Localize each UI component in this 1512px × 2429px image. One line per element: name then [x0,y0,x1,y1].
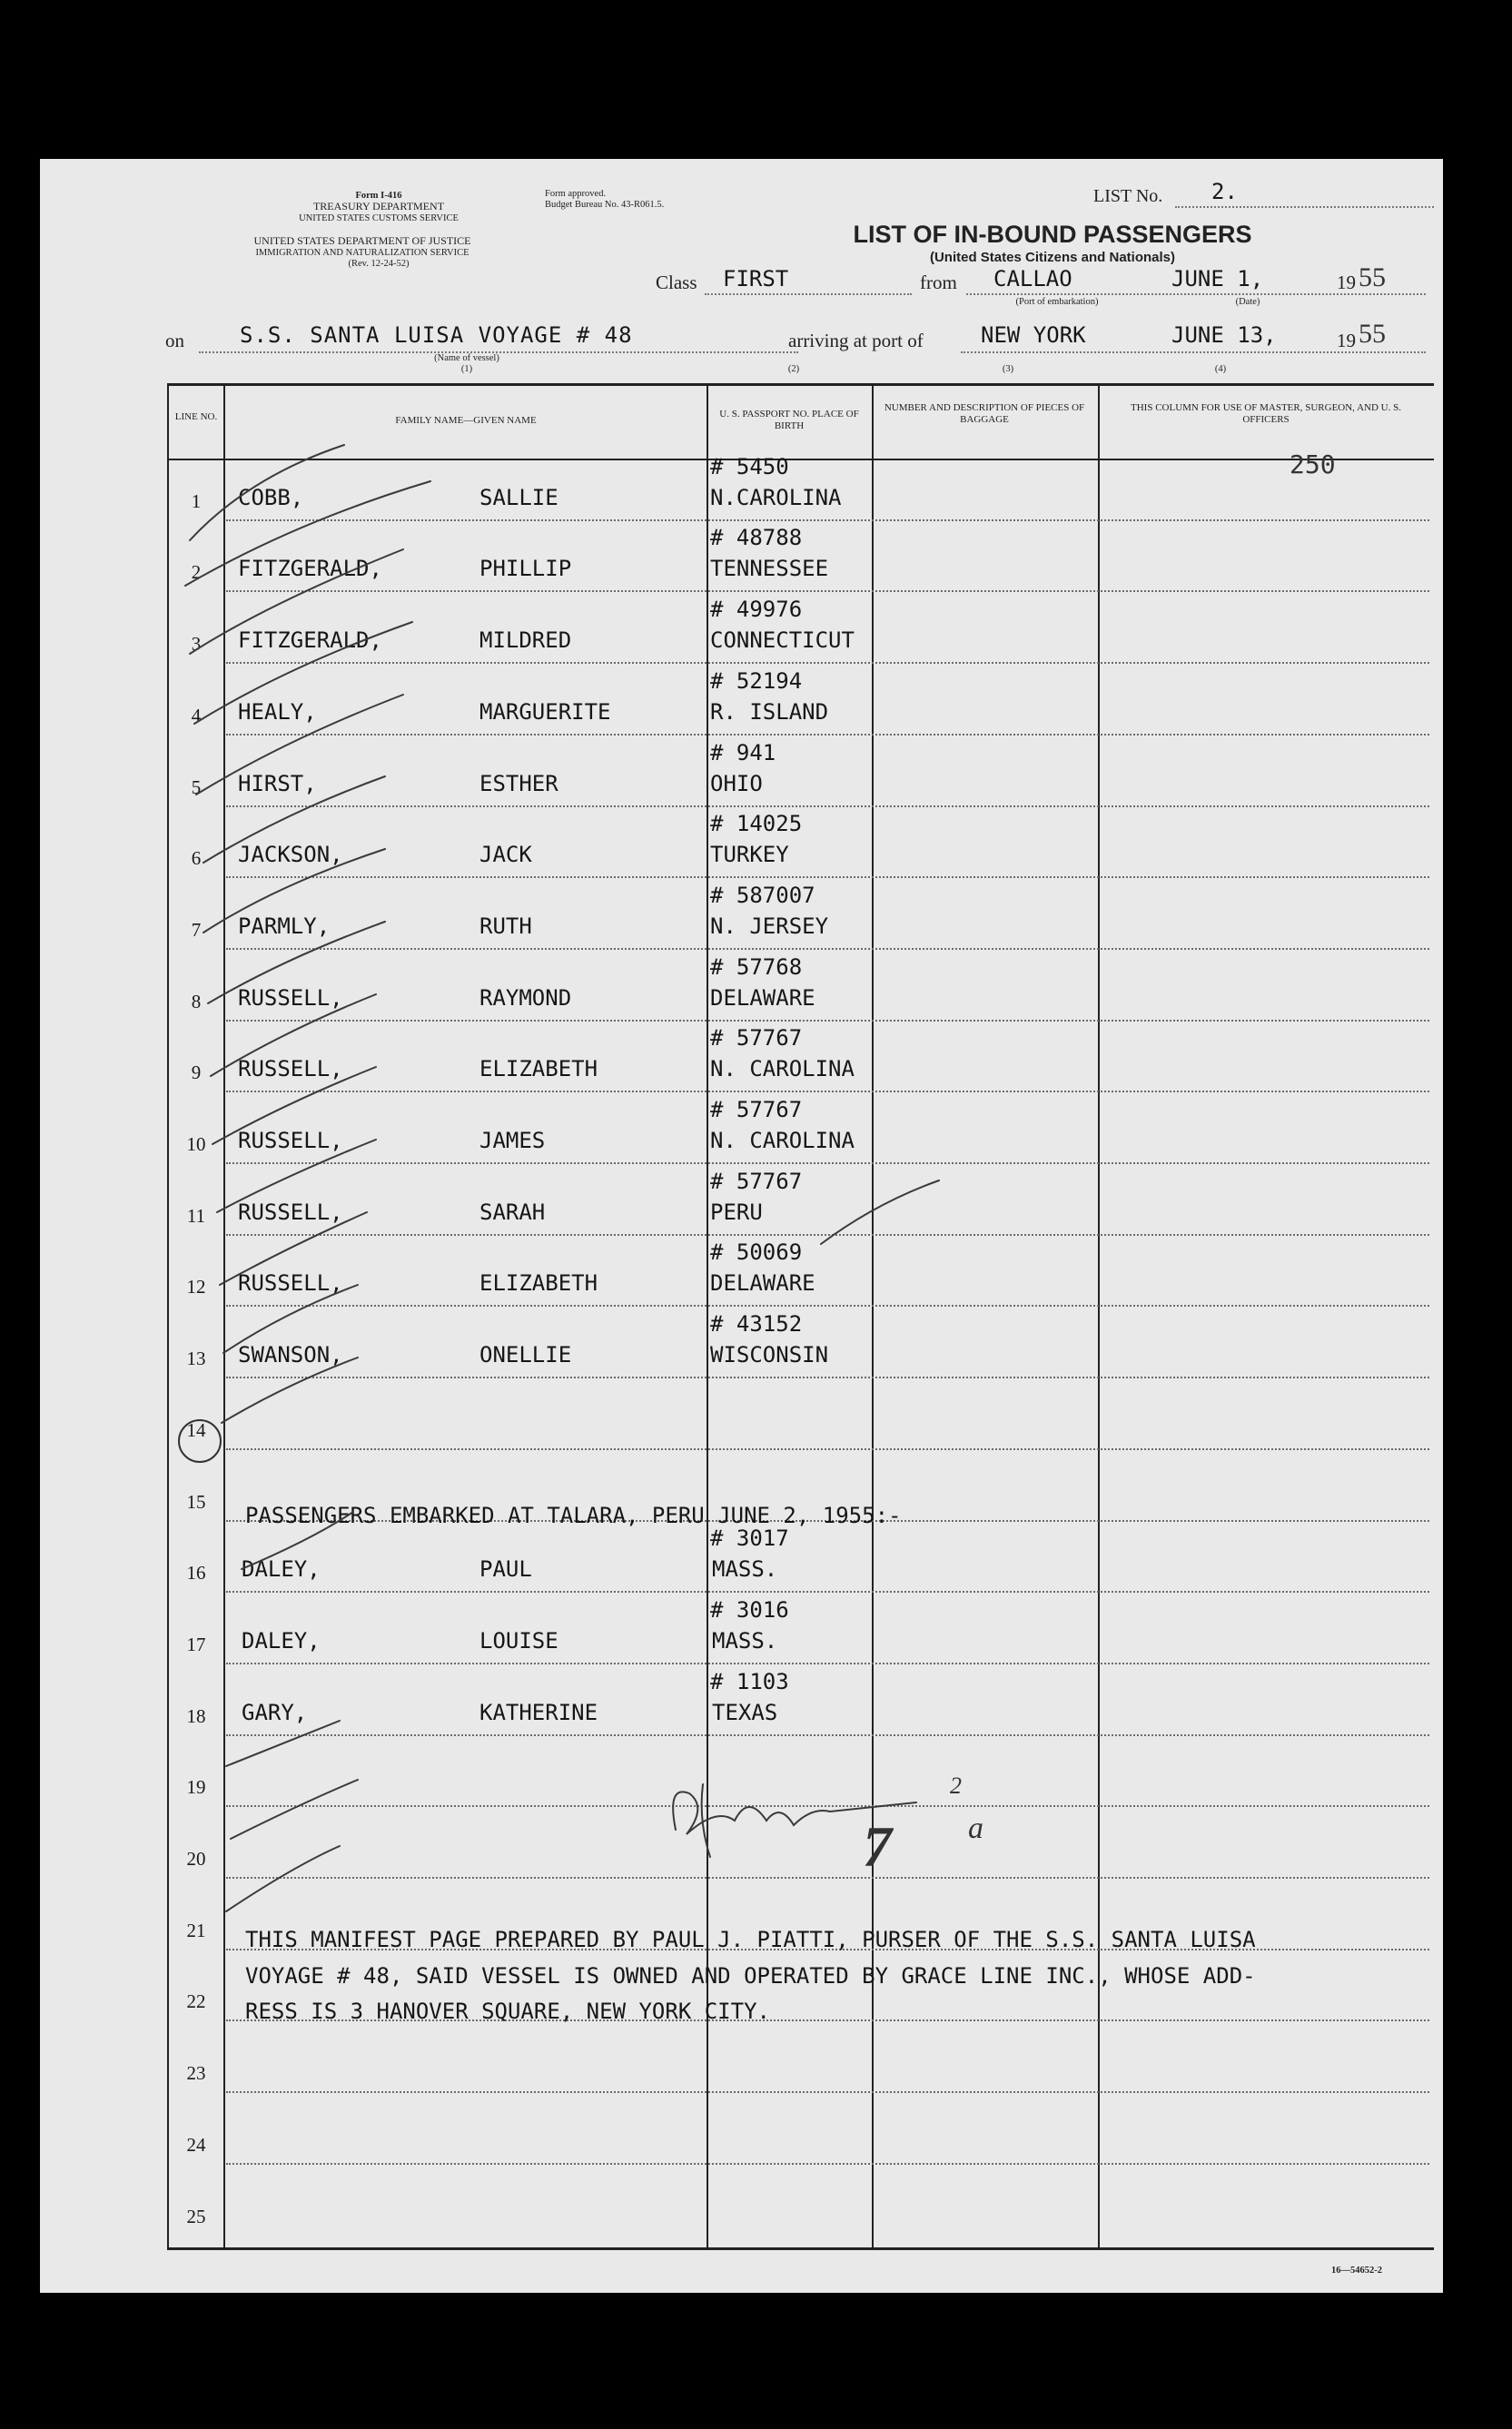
row-line [226,1305,1429,1307]
line-number: 6 [191,847,202,870]
passport-number: # 49976 [710,597,803,623]
embarkation-caption: (Port of embarkation) [1015,297,1099,307]
passport-number: # 43152 [710,1311,803,1338]
given-name: MARGUERITE [479,698,611,725]
col-header-line: LINE NO. [174,411,218,422]
line-number: 20 [186,1848,206,1870]
from-year-prefix: 19 [1337,272,1356,293]
list-label: LIST No. [1093,186,1163,206]
place-of-birth: TENNESSEE [710,556,829,582]
line-number: 25 [186,2205,206,2227]
passport-number: # 5450 [710,453,789,479]
revision-label: (Rev. 12-24-52) [348,259,410,269]
manifest-page [40,159,1443,2293]
date-caption: (Date) [1235,297,1260,307]
col2-caption: (2) [787,364,800,374]
family-name: PARMLY, [238,913,331,939]
given-name: ONELLIE [479,1342,572,1368]
line-14-circle [178,1419,222,1463]
line-number: 24 [186,2133,206,2156]
from-year: 55 [1359,262,1386,292]
arrival-dots [961,351,1426,353]
customs-label: UNITED STATES CUSTOMS SERVICE [299,213,459,223]
line-number: 4 [191,704,202,726]
justice-label: UNITED STATES DEPARTMENT OF JUSTICE [253,234,471,247]
family-name: FITZGERALD, [238,627,382,654]
given-name: RAYMOND [479,984,572,1011]
line-number: 16 [186,1562,206,1585]
given-name: MILDRED [479,627,572,654]
row-line [226,1377,1429,1378]
place-of-birth: PERU [710,1199,763,1225]
row-line [226,876,1429,878]
family-name: RUSSELL, [238,1199,343,1225]
row-line [226,948,1429,950]
row-line [226,734,1429,736]
row-line [226,1162,1429,1164]
place-of-birth: TURKEY [710,842,789,868]
check-mark [226,1846,340,1911]
col4-caption: (4) [1214,364,1227,374]
arrival-year-prefix: 19 [1337,330,1356,351]
given-name: PAUL [479,1556,532,1583]
family-name: HIRST, [238,770,317,796]
arrival-port: NEW YORK [981,322,1086,348]
given-name: JACK [479,842,532,868]
passport-number: # 3016 [710,1596,789,1623]
line-number: 15 [186,1490,206,1513]
row-line [226,662,1429,664]
line-number: 21 [186,1919,206,1941]
passport-number: # 50069 [710,1239,803,1266]
manifest-note-line-1: THIS MANIFEST PAGE PREPARED BY PAUL J. PIATTI, PURSER OF THE S.S. SANTA LUISA [245,1927,1256,1952]
list-number: 2. [1211,179,1238,204]
passport-number: # 587007 [710,882,815,908]
form-approved: Form approved. [545,189,607,199]
col-header-baggage: NUMBER AND DESCRIPTION OF PIECES OF BAGGAGE [884,402,1085,426]
passport-number: # 14025 [710,811,803,837]
passport-number: # 48788 [710,525,803,551]
place-of-birth: DELAWARE [710,1270,815,1297]
line-number: 23 [186,2062,206,2085]
line-number: 9 [191,1061,202,1084]
line-number: 1 [191,489,202,512]
line-number: 2 [191,561,202,584]
row-line [226,1591,1429,1593]
line-col-rule [223,383,225,2249]
table-bottom-rule [167,2247,1434,2250]
col1-caption: (1) [460,364,473,374]
table-top-rule [167,383,1434,386]
line-number: 3 [191,633,202,656]
line-number: 12 [186,1276,206,1298]
col3-caption: (3) [1002,364,1014,374]
line-number: 10 [186,1133,206,1155]
place-of-birth: R. ISLAND [710,698,829,725]
family-name: RUSSELL, [238,1128,343,1153]
place-of-birth: MASS. [712,1627,778,1654]
given-name: PHILLIP [479,556,572,582]
family-name: RUSSELL, [238,984,343,1011]
line-number: 19 [186,1776,206,1799]
place-of-birth: N. JERSEY [710,913,829,939]
row-line [226,519,1429,521]
line-number: 14 [186,1418,206,1441]
row-line [226,1020,1429,1022]
place-of-birth: MASS. [712,1556,778,1583]
given-name: KATHERINE [479,1699,598,1725]
family-name: DALEY, [242,1627,321,1654]
line-number: 5 [191,775,202,798]
line-number: 13 [186,1348,206,1370]
row-line [226,805,1429,807]
passport-number: # 57767 [710,1097,803,1122]
family-name: RUSSELL, [238,1056,343,1082]
family-name: GARY, [242,1699,308,1725]
manifest-subtitle: (United States Citizens and Nationals) [929,250,1176,265]
immigration-label: IMMIGRATION AND NATURALIZATION SERVICE [255,248,469,258]
passport-number: # 941 [710,739,776,765]
place-of-birth: OHIO [710,770,763,796]
place-of-birth: N.CAROLINA [710,484,842,510]
passport-number: # 3017 [710,1526,789,1552]
given-name: SALLIE [479,484,558,510]
handwritten-mark: 7 [863,1814,892,1879]
from-dots [966,293,1426,295]
manifest-title: LIST OF IN-BOUND PASSENGERS [853,221,1252,248]
row-line [226,2091,1429,2093]
line-number: 18 [186,1704,206,1727]
passport-number: # 57767 [710,1025,803,1052]
passport-number: # 57767 [710,1168,803,1194]
given-name: ESTHER [479,770,558,796]
line-number: 11 [186,1204,206,1227]
table-left-rule [167,383,169,2249]
place-of-birth: CONNECTICUT [710,627,855,654]
row-line [226,1877,1429,1879]
place-of-birth: WISCONSIN [710,1342,829,1368]
place-of-birth: TEXAS [712,1699,778,1725]
handwritten-mark: 2 [950,1772,962,1799]
form-number: Form I-416 [355,191,402,201]
family-name: FITZGERALD, [238,556,382,582]
class-dots [705,293,912,295]
arriving-label: arriving at port of [788,330,924,351]
family-name: JACKSON, [238,842,343,868]
family-name: HEALY, [238,698,317,725]
given-name: SARAH [479,1199,546,1225]
row-line [226,1734,1429,1736]
class-value: FIRST [723,266,789,291]
passport-number: # 57768 [710,953,803,980]
col-header-passport: U. S. PASSPORT NO. PLACE OF BIRTH [719,409,859,432]
header-bottom-rule [167,459,1434,460]
handwritten-mark: a [968,1812,983,1845]
row-line [226,590,1429,592]
vessel-caption: (Name of vessel) [434,353,499,363]
given-name: JAMES [479,1128,546,1153]
place-of-birth: DELAWARE [710,984,815,1011]
footer-code: 16—54652-2 [1331,2266,1382,2276]
manifest-note-line-2: VOYAGE # 48, SAID VESSEL IS OWNED AND OPERATED BY GRACE LINE INC., WHOSE ADD- [245,1963,1256,1989]
budget-bureau: Budget Bureau No. 43-R061.5. [545,200,665,210]
vessel-name: S.S. SANTA LUISA VOYAGE # 48 [240,322,633,348]
place-of-birth: N. CAROLINA [710,1056,855,1082]
embarkation-port: CALLAO [993,266,1072,291]
col-header-officers: THIS COLUMN FOR USE OF MASTER, SURGEON, AND U. S. OFFICERS [1131,402,1401,426]
col-header-name: FAMILY NAME—GIVEN NAME [395,415,537,426]
line-number: 22 [186,1990,206,2013]
embarkation-date: JUNE 1, [1171,266,1264,291]
passport-number: # 52194 [710,667,803,694]
check-mark [231,1780,358,1839]
list-dots [1175,206,1434,208]
class-label: Class [656,272,697,293]
given-name: RUTH [479,913,532,939]
row-line [226,1663,1429,1664]
on-label: on [165,330,184,351]
row-line [226,1805,1429,1807]
row-line [226,1234,1429,1236]
family-name: DALEY, [242,1556,321,1583]
given-name: ELIZABETH [479,1270,598,1297]
arrival-date: JUNE 13, [1171,322,1277,348]
line-number: 17 [186,1633,206,1655]
officer-note: 250 [1290,449,1336,479]
place-of-birth: N. CAROLINA [710,1128,855,1153]
check-mark [226,1721,340,1766]
talara-note: PASSENGERS EMBARKED AT TALARA, PERU JUNE 2, 1955:- [245,1503,902,1528]
from-label: from [920,272,957,293]
line-number: 8 [191,990,202,1012]
row-line [226,1091,1429,1092]
arrival-year: 55 [1359,319,1386,349]
row-line [226,1448,1429,1450]
treasury-label: TREASURY DEPARTMENT [312,200,445,212]
manifest-note-line-3: RESS IS 3 HANOVER SQUARE, NEW YORK CITY. [245,1999,770,2024]
family-name: COBB, [238,484,304,510]
line-number: 7 [191,918,202,941]
family-name: RUSSELL, [238,1270,343,1297]
given-name: LOUISE [479,1627,558,1654]
family-name: SWANSON, [238,1342,343,1368]
row-line [226,2163,1429,2165]
given-name: ELIZABETH [479,1056,598,1082]
passport-number: # 1103 [710,1668,789,1694]
